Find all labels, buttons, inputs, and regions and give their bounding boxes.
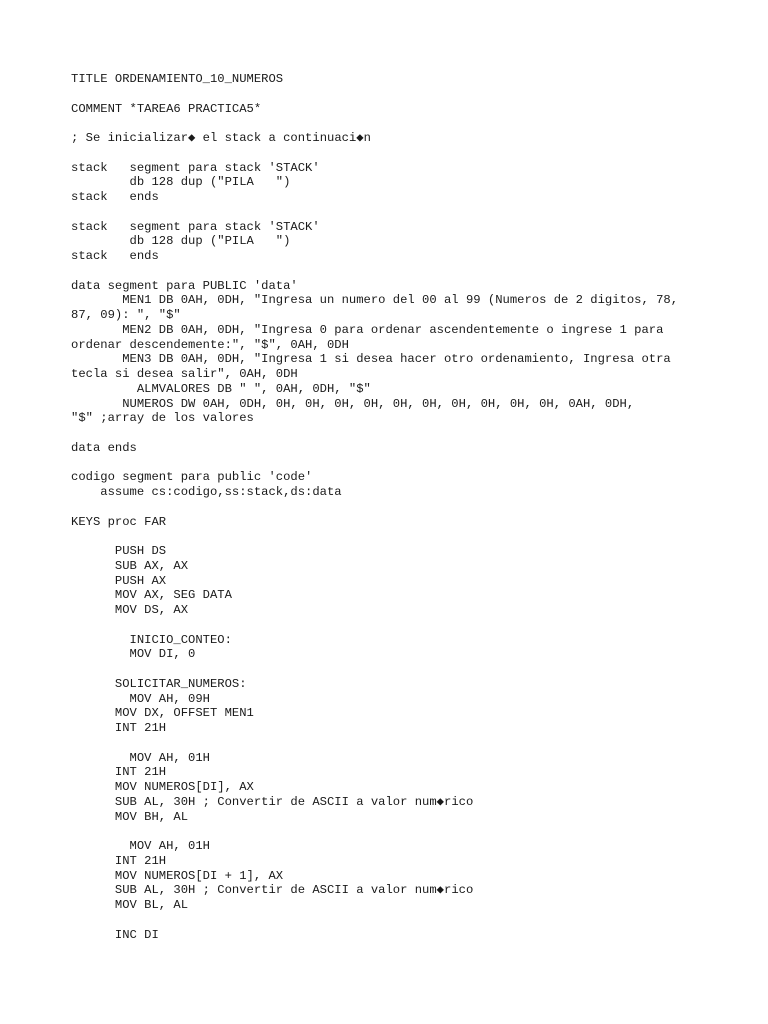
code-line: MOV BL, AL [71,898,189,912]
code-line [71,426,711,441]
code-line [71,456,711,471]
code-line: stack ends [71,249,159,263]
code-line: ordenar descendemente:", "$", 0AH, 0DH [71,337,349,352]
code-line: SUB AL, 30H ; Convertir de ASCII a valor num◆rico [71,883,474,898]
code-line: assume cs:codigo,ss:stack,ds:data [71,485,342,499]
code-line: MOV NUMEROS[DI], AX [71,780,254,794]
code-line [71,87,711,102]
code-line: MOV BH, AL [71,809,189,824]
code-line: stack ends [71,190,159,204]
code-line: TITLE ORDENAMIENTO_10_NUMEROS [71,72,284,86]
code-line: MOV AH, 09H [71,691,210,706]
code-line: MEN3 DB 0AH, 0DH, "Ingresa 1 si desea hacer otro ordenamiento, Ingresa otra [71,352,671,367]
code-line [71,146,711,161]
code-line: data ends [71,440,137,455]
code-line: INT 21H [71,721,167,735]
code-line: MEN1 DB 0AH, 0DH, "Ingresa un numero del 00 al 99 (Numeros de 2 digitos, 78, [71,293,679,308]
code-line [71,662,711,677]
code-line: SUB AL, 30H ; Convertir de ASCII a valor num◆rico [71,794,474,809]
code-line: KEYS proc FAR [71,514,167,529]
code-line: INT 21H [71,853,167,868]
code-line [71,529,711,544]
code-line: ; Se inicializar◆ el stack a continuaci◆n [71,131,371,145]
code-line: MOV AH, 01H [71,839,210,853]
code-line: stack segment para stack 'STACK' [71,160,320,175]
code-line [71,116,711,131]
code-line: INICIO_CONTEO: [71,632,232,647]
code-line: db 128 dup ("PILA ") [71,234,291,249]
code-line: MOV DI, 0 [71,647,196,662]
code-line: db 128 dup ("PILA ") [71,175,291,190]
code-line: MOV AX, SEG DATA [71,588,232,603]
code-line: "$" ;array de los valores [71,411,254,426]
code-line [71,500,711,515]
source-code-listing [71,72,711,942]
code-line: codigo segment para public 'code' [71,470,313,485]
code-line: MOV AH, 01H [71,750,210,765]
code-line [71,736,711,751]
code-line: SUB AX, AX [71,558,189,573]
code-line: 87, 09): ", "$" [71,308,181,322]
code-line: MEN2 DB 0AH, 0DH, "Ingresa 0 para ordenar ascendentemente o ingrese 1 para [71,322,664,337]
code-line: PUSH DS [71,544,167,558]
code-line: SOLICITAR_NUMEROS: [71,676,247,691]
code-line: MOV DX, OFFSET MEN1 [71,706,254,721]
code-line: tecla si desea salir", 0AH, 0DH [71,367,298,381]
code-line: NUMEROS DW 0AH, 0DH, 0H, 0H, 0H, 0H, 0H, 0H, 0H, 0H, 0H, 0H, 0AH, 0DH, [71,396,635,411]
code-line: INC DI [71,927,159,942]
code-line: data segment para PUBLIC 'data' [71,278,298,293]
code-line [71,618,711,633]
code-line: COMMENT *TAREA6 PRACTICA5* [71,101,262,116]
code-line [71,824,711,839]
code-line: stack segment para stack 'STACK' [71,219,320,234]
code-line: ALMVALORES DB " ", 0AH, 0DH, "$" [71,381,371,396]
code-line [71,264,711,279]
code-line: INT 21H [71,765,167,780]
code-line [71,913,711,928]
code-line [71,205,711,220]
code-line: MOV NUMEROS[DI + 1], AX [71,868,284,883]
code-line: PUSH AX [71,573,167,588]
code-line: MOV DS, AX [71,603,189,617]
